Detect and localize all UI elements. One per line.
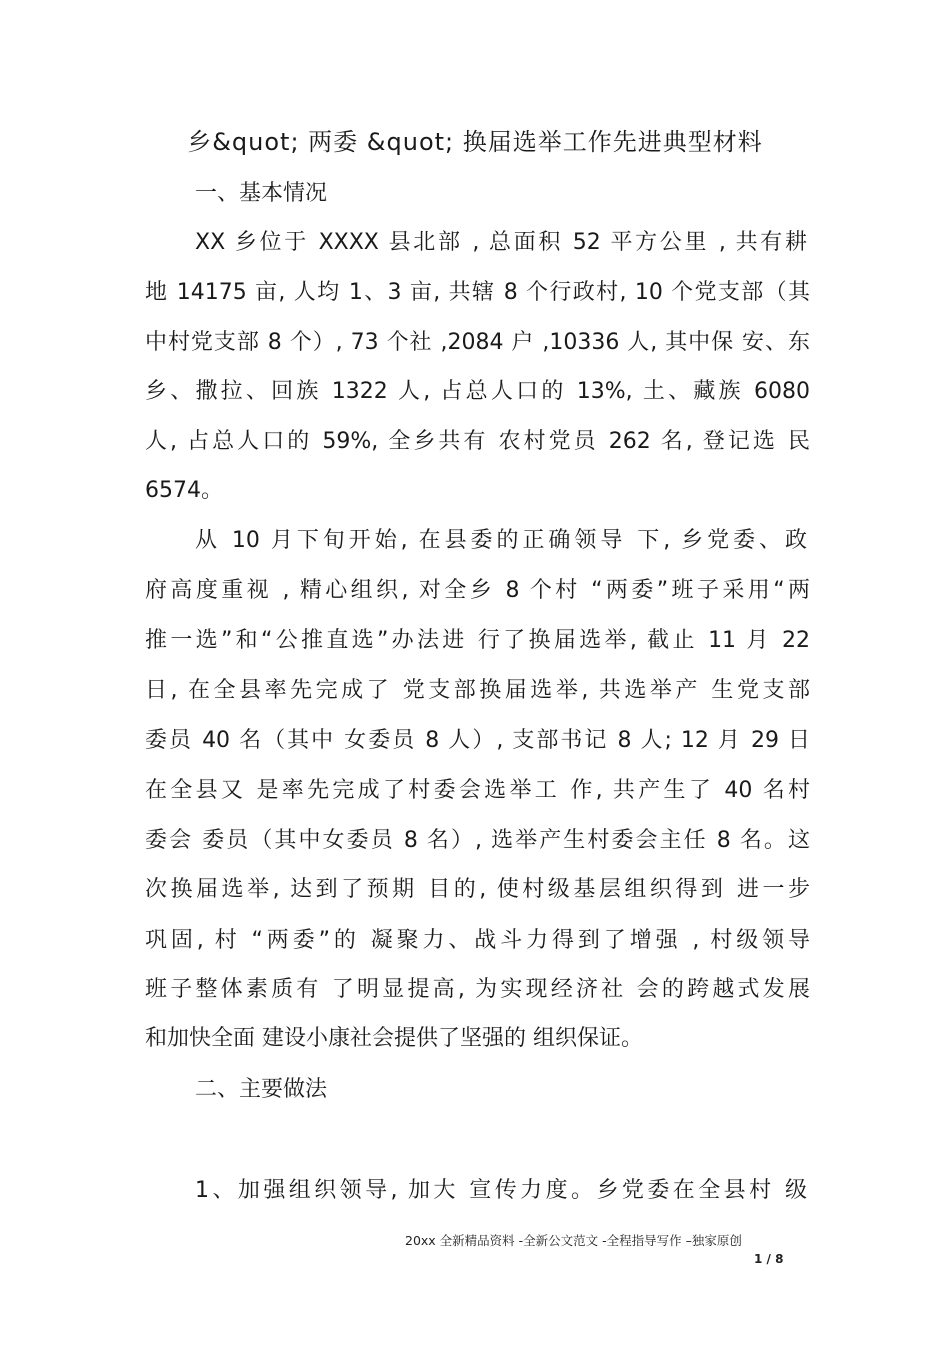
paragraph-line: 推一选”和“公推直选”办法进 行了换届选举, 截止 11 月 22 — [145, 628, 810, 653]
paragraph-line: 人, 占总人口的 59%, 全乡共有 农村党员 262 名, 登记选 民 — [145, 429, 810, 454]
section-heading-basic-situation: 一、基本情况 — [195, 181, 328, 206]
paragraph-line: 从 10 月下旬开始, 在县委的正确领导 下, 乡党委、政 — [195, 528, 807, 553]
paragraph-line: 在全县又 是率先完成了村委会选举工 作, 共产生了 40 名村 — [145, 778, 810, 803]
paragraph-line: XX 乡位于 XXXX 县北部 , 总面积 52 平方公里 , 共有耕 — [195, 230, 807, 255]
section-heading-main-practices: 二、主要做法 — [195, 1077, 328, 1102]
page-footer: 20xx 全新精品资料 -全新公文范文 -全程指导写作 –独家原创 — [405, 1233, 742, 1248]
paragraph-line: 班子整体素质有 了明显提高, 为实现经济社 会的跨越式发展 — [145, 977, 810, 1002]
paragraph-line: 中村党支部 8 个）, 73 个社 ,2084 户 ,10336 人, 其中保 安、东 — [145, 330, 810, 355]
paragraph-line: 地 14175 亩, 人均 1、3 亩, 共辖 8 个行政村, 10 个党支部（其 — [145, 280, 810, 305]
page-number: 1 / 8 — [754, 1252, 784, 1266]
paragraph-line: 和加快全面 建设小康社会提供了坚强的 组织保证。 — [145, 1026, 643, 1051]
paragraph-line: 巩固, 村 “两委”的 凝聚力、战斗力得到了增强 , 村级领导 — [145, 928, 810, 953]
paragraph-line: 委员 40 名（其中 女委员 8 人）, 支部书记 8 人; 12 月 29 日 — [145, 728, 810, 753]
paragraph-line: 委会 委员（其中女委员 8 名）, 选举产生村委会主任 8 名。这 — [145, 828, 810, 853]
paragraph-line: 乡、撒拉、回族 1322 人, 占总人口的 13%, 土、藏族 6080 — [145, 379, 810, 404]
paragraph-line: 6574。 — [145, 478, 223, 503]
paragraph-line: 1、加强组织领导, 加大 宣传力度。乡党委在全县村 级 — [195, 1178, 807, 1203]
document-title: 乡&quot; 两委 &quot; 换届选举工作先进典型材料 — [187, 128, 763, 156]
paragraph-line: 日, 在全县率先完成了 党支部换届选举, 共选举产 生党支部 — [145, 678, 810, 703]
paragraph-line: 府高度重视 , 精心组织, 对全乡 8 个村 “两委”班子采用“两 — [145, 578, 810, 603]
paragraph-line: 次换届选举, 达到了预期 目的, 使村级基层组织得到 进一步 — [145, 877, 810, 902]
